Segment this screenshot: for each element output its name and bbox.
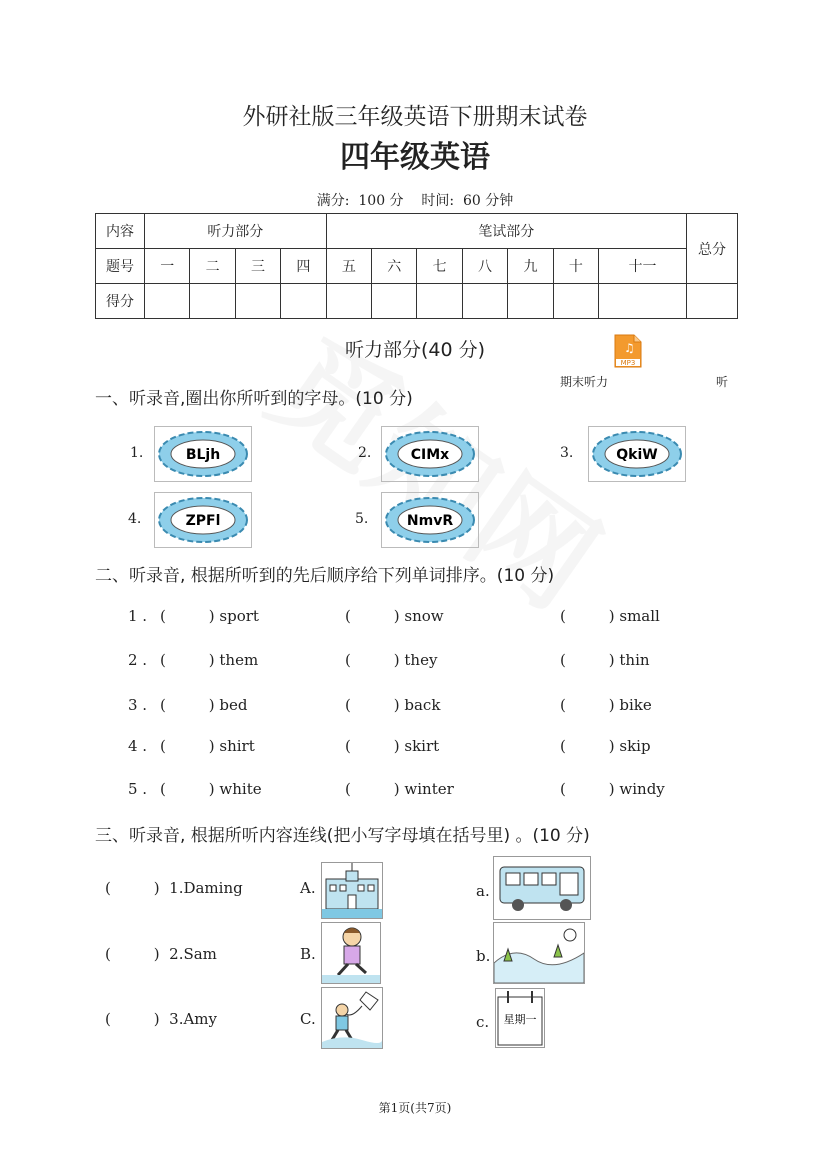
table-cell: 七 xyxy=(417,249,462,284)
score-input-cell[interactable] xyxy=(326,284,371,319)
letter-flower-3[interactable] xyxy=(588,426,686,482)
table-cell: 四 xyxy=(281,249,326,284)
match-blank-1[interactable]: ( ) 1.Daming xyxy=(105,879,243,897)
exam-meta: 满分: 100 分 时间: 60 分钟 xyxy=(316,193,514,209)
q1-heading: 一、听录音,圈出你所听到的字母。(10 分) xyxy=(95,389,413,409)
q2-row-number: 1 . xyxy=(128,607,148,625)
score-input-cell[interactable] xyxy=(281,284,326,319)
q2-row-number: 3 . xyxy=(128,696,148,714)
blank-1-1[interactable]: ( ) sport xyxy=(160,607,259,625)
score-input-cell[interactable] xyxy=(462,284,507,319)
match-blank-3[interactable]: ( ) 3.Amy xyxy=(105,1010,217,1028)
blank-5-3[interactable]: ( ) windy xyxy=(560,780,665,798)
score-input-cell[interactable] xyxy=(372,284,417,319)
blank-4-2[interactable]: ( ) skirt xyxy=(345,737,440,755)
q1-item-number: 5. xyxy=(355,511,369,527)
q1-item-number: 2. xyxy=(358,445,372,461)
blank-5-2[interactable]: ( ) winter xyxy=(345,780,454,798)
mp3-caption-right: 听 xyxy=(716,375,729,389)
kite-boy-picture[interactable] xyxy=(321,987,383,1049)
score-input-cell[interactable] xyxy=(417,284,462,319)
table-cell: 三 xyxy=(235,249,280,284)
calendar-picture[interactable] xyxy=(495,988,545,1048)
score-input-cell[interactable] xyxy=(553,284,598,319)
letters-text: BLjh xyxy=(185,447,221,463)
letter-flower-5[interactable] xyxy=(381,492,479,548)
snow-scene-picture[interactable] xyxy=(493,922,585,984)
match-letter-A: A. xyxy=(300,879,316,897)
page-footer: 第1页(共7页) xyxy=(378,1101,452,1115)
score-input-cell[interactable] xyxy=(235,284,280,319)
q2-row-number: 2 . xyxy=(128,651,148,669)
table-cell: 二 xyxy=(190,249,235,284)
blank-3-1[interactable]: ( ) bed xyxy=(160,696,248,714)
calendar-text: 星期一 xyxy=(503,1013,537,1026)
match-letter-c: c. xyxy=(476,1013,490,1031)
svg-text:♫: ♫ xyxy=(624,341,635,355)
blank-1-3[interactable]: ( ) small xyxy=(560,607,660,625)
skating-girl-picture[interactable] xyxy=(321,922,381,984)
listening-section-title: 听力部分(40 分) xyxy=(344,339,486,361)
letters-text: QkiW xyxy=(616,447,658,463)
table-cell: 题号 xyxy=(96,249,145,284)
table-cell: 六 xyxy=(372,249,417,284)
table-cell: 听力部分 xyxy=(145,214,327,249)
score-input-cell[interactable] xyxy=(508,284,553,319)
letters-text: NmvR xyxy=(406,513,454,529)
exam-title: 外研社版三年级英语下册期末试卷 xyxy=(242,104,588,130)
blank-4-1[interactable]: ( ) shirt xyxy=(160,737,255,755)
match-letter-B: B. xyxy=(300,945,316,963)
blank-4-3[interactable]: ( ) skip xyxy=(560,737,651,755)
score-input-cell[interactable] xyxy=(145,284,190,319)
q3-heading: 三、听录音, 根据所听内容连线(把小写字母填在括号里) 。(10 分) xyxy=(95,826,590,846)
score-input-cell[interactable] xyxy=(687,284,738,319)
blank-2-2[interactable]: ( ) they xyxy=(345,651,438,669)
mp3-file-icon[interactable] xyxy=(614,334,642,368)
q2-row-number: 4 . xyxy=(128,737,148,755)
match-blank-2[interactable]: ( ) 2.Sam xyxy=(105,945,217,963)
match-letter-a: a. xyxy=(476,882,490,900)
mp3-label: MP3 xyxy=(620,359,636,367)
table-cell: 笔试部分 xyxy=(326,214,686,249)
blank-1-2[interactable]: ( ) snow xyxy=(345,607,444,625)
letters-text: ZPFl xyxy=(185,513,221,529)
blank-2-3[interactable]: ( ) thin xyxy=(560,651,650,669)
letters-text: CIMx xyxy=(410,447,450,463)
letter-flower-1[interactable] xyxy=(154,426,252,482)
bus-picture[interactable] xyxy=(493,856,591,920)
blank-5-1[interactable]: ( ) white xyxy=(160,780,262,798)
table-cell: 总分 xyxy=(687,214,738,284)
score-input-cell[interactable] xyxy=(190,284,235,319)
table-cell: 一 xyxy=(145,249,190,284)
score-table xyxy=(95,213,738,319)
blank-3-3[interactable]: ( ) bike xyxy=(560,696,652,714)
mp3-caption: 期末听力 xyxy=(560,375,609,389)
table-cell: 内容 xyxy=(96,214,145,249)
q1-item-number: 4. xyxy=(128,511,142,527)
blank-3-2[interactable]: ( ) back xyxy=(345,696,441,714)
table-cell: 十一 xyxy=(599,249,687,284)
school-building-picture[interactable] xyxy=(321,862,383,919)
q1-item-number: 1. xyxy=(130,445,144,461)
match-letter-C: C. xyxy=(300,1010,316,1028)
q2-row-number: 5 . xyxy=(128,780,148,798)
q2-heading: 二、听录音, 根据所听到的先后顺序给下列单词排序。(10 分) xyxy=(95,566,555,586)
table-cell: 十 xyxy=(553,249,598,284)
table-cell: 八 xyxy=(462,249,507,284)
blank-2-1[interactable]: ( ) them xyxy=(160,651,259,669)
table-cell: 五 xyxy=(326,249,371,284)
letter-flower-2[interactable] xyxy=(381,426,479,482)
q1-item-number: 3. xyxy=(560,445,574,461)
table-cell: 得分 xyxy=(96,284,145,319)
score-input-cell[interactable] xyxy=(599,284,687,319)
match-letter-b: b. xyxy=(476,947,491,965)
letter-flower-4[interactable] xyxy=(154,492,252,548)
table-cell: 九 xyxy=(508,249,553,284)
exam-subtitle: 四年级英语 xyxy=(340,140,490,175)
